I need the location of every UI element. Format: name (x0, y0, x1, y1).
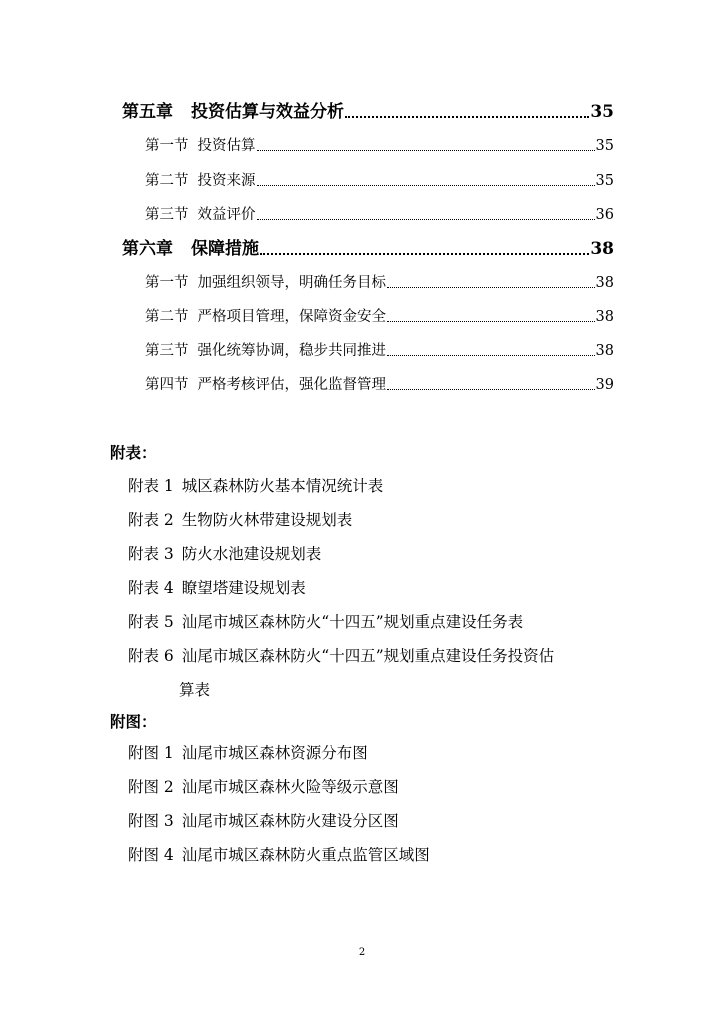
toc-page-number: 38 (595, 309, 614, 325)
appendix-figure-item: 附图 3 汕尾市城区森林防火建设分区图 (128, 812, 399, 830)
toc-page-number: 35 (595, 138, 614, 154)
leader-dots (387, 287, 595, 288)
toc-num: 第二节 (145, 173, 189, 189)
toc-page-number: 38 (590, 239, 614, 259)
toc-title: 投资估算与效益分析 (191, 102, 344, 122)
toc-page-number: 36 (595, 207, 614, 223)
toc-title: 加强组织领导，明确任务目标 (197, 275, 386, 291)
appendix-table-item: 附表 6 汕尾市城区森林防火“十四五”规划重点建设任务投资估 (128, 647, 555, 665)
toc-num: 第二节 (145, 309, 189, 325)
toc-num: 第一节 (145, 275, 189, 291)
toc-title: 投资来源 (197, 173, 256, 189)
toc-page-number: 35 (590, 102, 614, 122)
leader-dots (257, 185, 595, 186)
leader-dots (387, 355, 595, 356)
appendix-figures-heading: 附图： (110, 712, 157, 731)
toc-section (145, 169, 614, 190)
toc-title: 效益评价 (197, 207, 256, 223)
toc-section (145, 134, 614, 155)
leader-dots (257, 150, 595, 151)
appendix-table-item: 附表 5 汕尾市城区森林防火“十四五”规划重点建设任务表 (128, 613, 524, 631)
toc-page-number: 38 (595, 275, 614, 291)
appendix-table-item: 附表 4 瞭望塔建设规划表 (128, 579, 306, 597)
appendix-figure-item: 附图 4 汕尾市城区森林防火重点监管区域图 (128, 846, 430, 864)
leader-dots (387, 321, 595, 322)
toc-section (145, 373, 614, 394)
appendix-figure-item: 附图 1 汕尾市城区森林资源分布图 (128, 744, 368, 762)
toc-section (145, 339, 614, 360)
toc-title: 强化统筹协调，稳步共同推进 (197, 343, 386, 359)
toc-num: 第一节 (145, 138, 189, 154)
appendix-figure-item: 附图 2 汕尾市城区森林火险等级示意图 (128, 778, 399, 796)
toc-page-number: 39 (595, 377, 614, 393)
appendix-tables-heading: 附表： (110, 443, 157, 462)
toc-page-number: 35 (595, 173, 614, 189)
toc-chapter-5 (122, 97, 614, 122)
toc-title: 严格考核评估，强化监督管理 (197, 377, 386, 393)
toc-num: 第四节 (145, 377, 189, 393)
toc-section (145, 305, 614, 326)
leader-dots (257, 219, 595, 220)
toc-section (145, 203, 614, 224)
leader-dots (260, 253, 589, 255)
leader-dots (345, 116, 589, 118)
appendix-table-item: 附表 2 生物防火林带建设规划表 (128, 511, 353, 529)
toc-num: 第五章 (122, 102, 173, 122)
leader-dots (387, 389, 595, 390)
appendix-table-item-continuation: 算表 (179, 681, 211, 699)
toc-chapter-6 (122, 234, 614, 259)
toc-title: 严格项目管理，保障资金安全 (197, 309, 386, 325)
toc-num: 第六章 (122, 239, 173, 259)
toc-num: 第三节 (145, 343, 189, 359)
toc-num: 第三节 (145, 207, 189, 223)
appendix-table-item: 附表 1 城区森林防火基本情况统计表 (128, 477, 384, 495)
toc-section (145, 271, 614, 292)
appendix-table-item: 附表 3 防火水池建设规划表 (128, 545, 322, 563)
toc-title: 保障措施 (191, 239, 259, 259)
toc-page-number: 38 (595, 343, 614, 359)
toc-title: 投资估算 (197, 138, 256, 154)
page-number: 2 (358, 947, 366, 958)
